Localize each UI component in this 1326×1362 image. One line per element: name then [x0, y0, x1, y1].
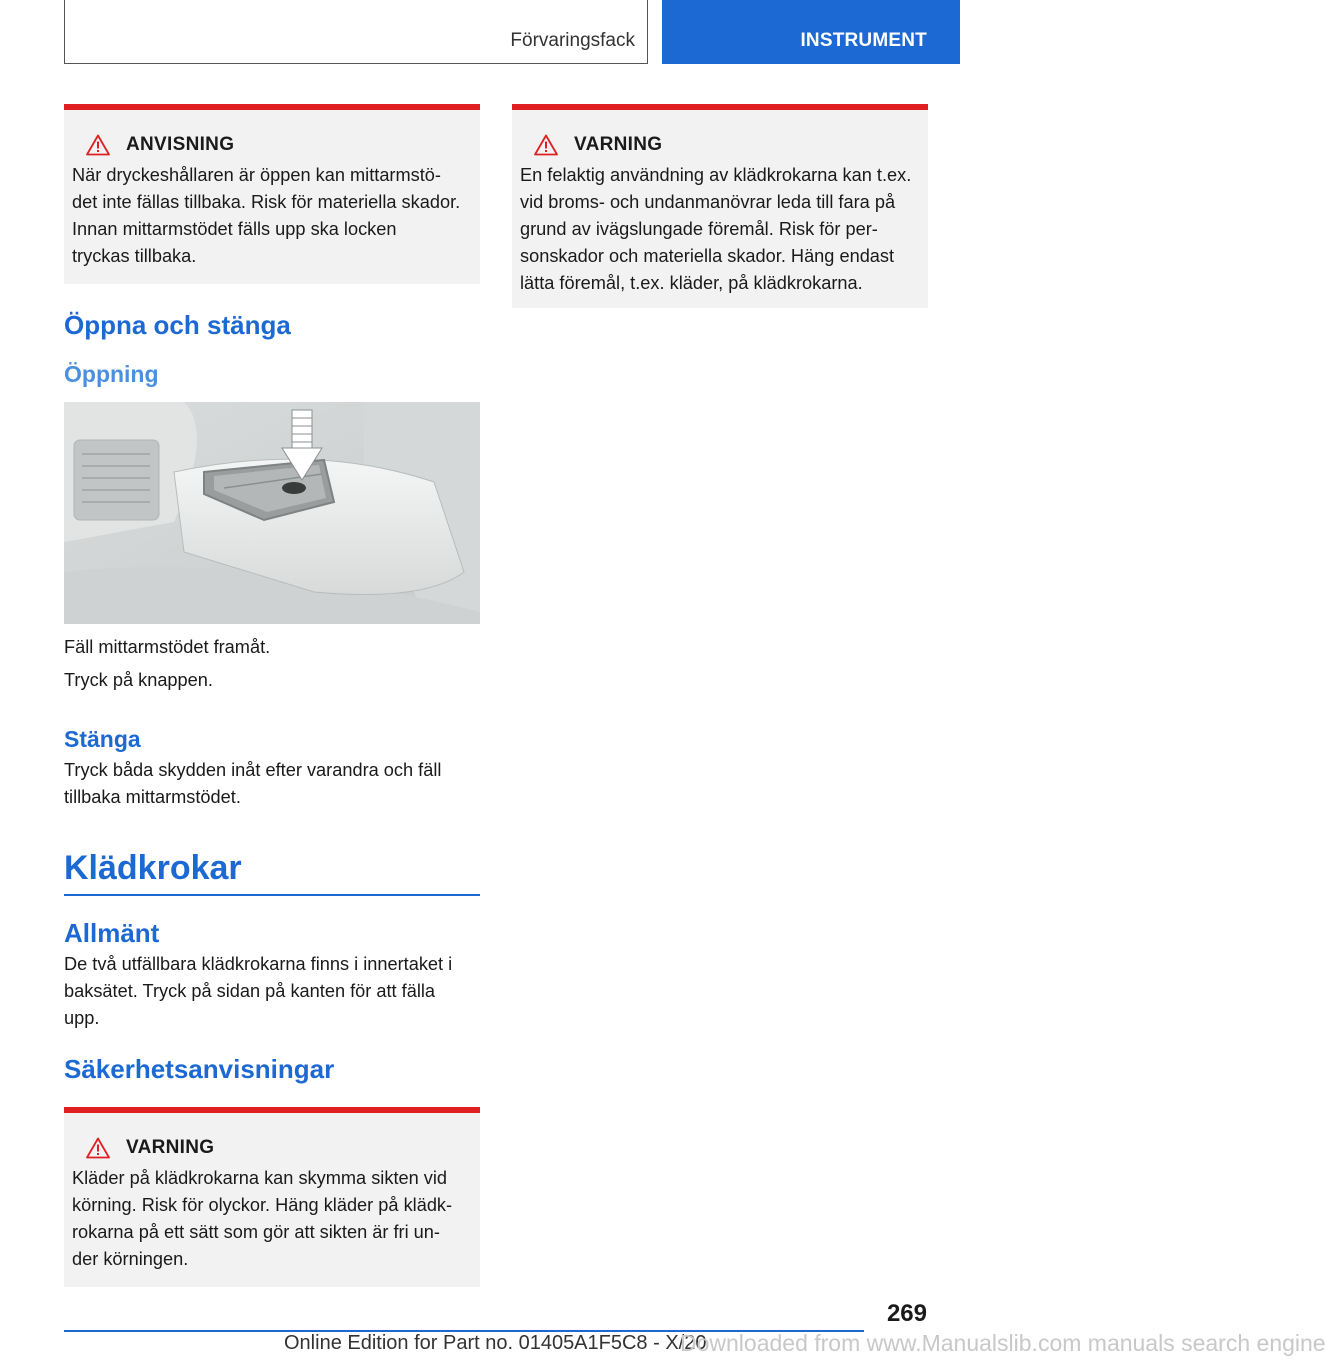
heading-open-close: Öppna och stänga [64, 310, 291, 340]
footer-edition: Online Edition for Part no. 01405A1F5C8 - X/20 [284, 1332, 707, 1354]
warning-triangle-icon [86, 134, 110, 156]
heading-close: Stänga [64, 726, 141, 752]
warning-text: Kläder på klädkrokarna kan skymma sikten vid körning. Risk för olyckor. Häng kläder på klädk- rokarna på ett sätt som gör att sikten är fri un- der körningen. [72, 1168, 453, 1269]
right-warning-title: VARNING [574, 134, 663, 155]
heading-general: Allmänt [64, 918, 160, 948]
warning-triangle-icon [86, 1137, 110, 1159]
warning-title: VARNING [126, 1137, 215, 1158]
left-column [64, 104, 480, 1287]
warning-triangle-icon [534, 134, 558, 156]
header-section-title: Förvaringsfack [510, 30, 635, 51]
page-number: 269 [886, 1300, 927, 1327]
watermark: Downloaded from www.Manualslib.com manuals search engine [680, 1330, 1326, 1356]
armrest-illustration [64, 402, 480, 624]
close-text: Tryck båda skydden inåt efter varandra och fäll tillbaka mittarmstödet. [64, 760, 442, 807]
notice-title: ANVISNING [126, 134, 235, 155]
right-warning-box [512, 104, 928, 308]
header-chapter-tab [662, 0, 960, 64]
header-chapter-title: INSTRUMENT [800, 30, 927, 51]
opening-step-1: Fäll mittarmstödet framåt. [64, 637, 271, 657]
heading-safety: Säkerhetsanvisningar [64, 1054, 335, 1084]
notice-box [64, 104, 480, 284]
right-column [512, 104, 928, 308]
general-text: De två utfällbara klädkrokarna finns i innertaket i baksätet. Tryck på sidan på kanten för att fälla upp. [64, 954, 453, 1028]
heading-clothes-hooks: Klädkrokar [64, 849, 480, 896]
opening-step-2: Tryck på knappen. [64, 670, 213, 690]
right-warning-text: En felaktig användning av klädkrokarna kan t.ex. vid broms- och undanmanövrar leda till fara på grund av ivägslungade föremål. Risk för per- sonskador och materiella skador. Häng endast lätta föremål, t.ex. kläder, på klädkrokarna. [520, 165, 912, 293]
heading-opening: Öppning [64, 361, 159, 387]
notice-text: När dryckeshållaren är öppen kan mittarmstö- det inte fällas tillbaka. Risk för materiella skador. Innan mittarmstödet fälls upp ska locken tryckas tillbaka. [72, 165, 461, 266]
hooks-warning-box [64, 1107, 480, 1287]
